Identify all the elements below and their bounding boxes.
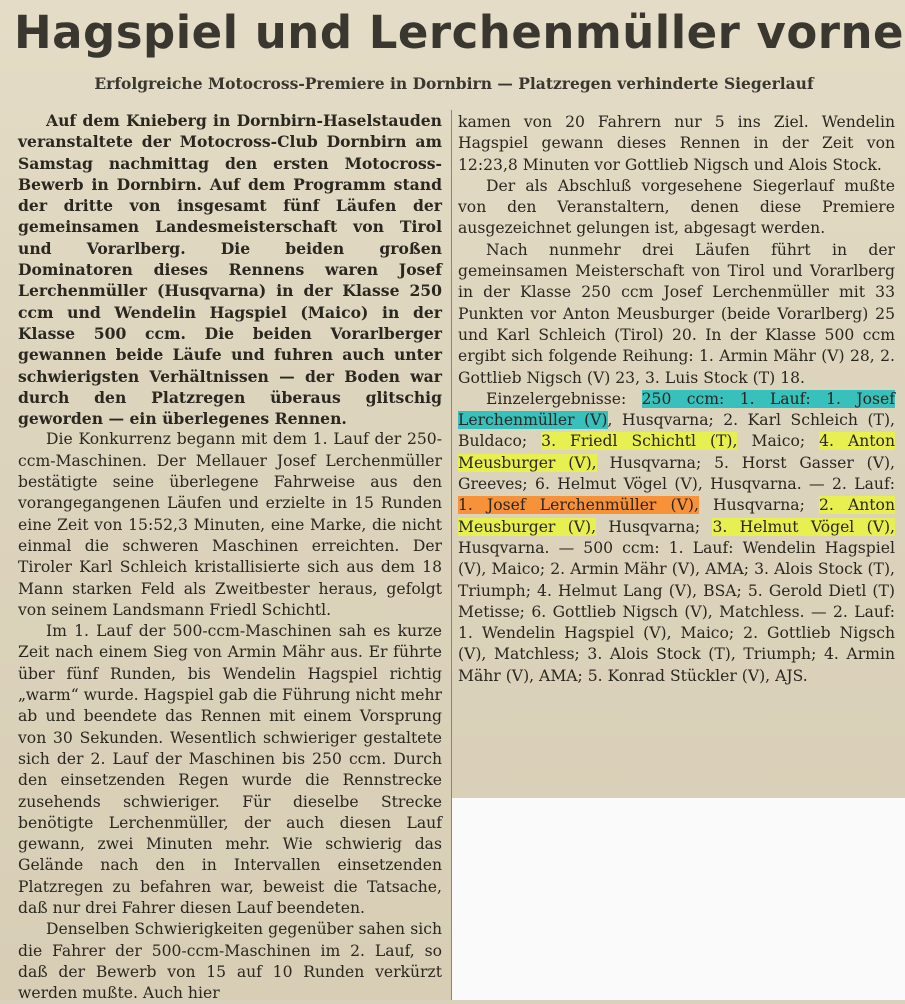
highlighted-result: 3. Friedl Schichtl (T), [541,432,738,451]
result-text: Husqvarna; [698,496,819,515]
result-text: Husqvarna; 5. Horst Gasser (V), Greeves; 6. Helmut Vögel (V), Husqvarna. — 2. Lauf: [458,453,895,494]
result-text: Husqvarna; [596,517,713,536]
results-paragraph [458,389,895,687]
result-text: , Husqvarna; 2. Karl Schleich (T), Buldaco; [458,411,895,451]
right-column [458,112,895,687]
highlighted-result: 3. Helmut Vögel (V), [712,517,895,536]
highlighted-result: 1. Josef Lerchenmüller (V), [458,496,699,515]
body-paragraph: Im 1. Lauf der 500-ccm-Maschinen sah es kurze Zeit nach einem Sieg von Armin Mähr aus. Er führte über fünf Runden, bis Wendelin Hagspiel richtig „warm“ wurde. Hagspiel gab die Führung nicht mehr ab und beendete das Rennen mit einem Vorsprung von 30 Sekunden. Wesentlich schwieriger gestaltete sich der 2. Lauf der Maschinen bis 250 ccm. Durch den einsetzenden Regen wurde die Rennstrecke zusehends schwieriger. Für dieselbe Strecke benötigte Lerchenmüller, der auch diesen Lauf gewann, zwei Minuten mehr. Wie schwierig das Gelände nach den in Intervallen einsetzenden Platzregen zu befahren war, beweist die Tatsache, daß nur drei Fahrer diesen Lauf beendeten. [18,622,442,917]
headline: Hagspiel und Lerchenmüller vorne [14,6,905,59]
results-label: Einzelergebnisse: [486,389,627,408]
body-paragraph: Denselben Schwierigkeiten gegenüber sahen sich die Fahrer der 500-ccm-Maschinen im 2. Lauf, so daß der Bewerb von 15 auf 10 Runden verkürzt werden mußte. Auch hier [18,920,442,1003]
lead-paragraph: Auf dem Knieberg in Dornbirn-Haselstauden veranstaltete der Motocross-Club Dornbirn am Samstag nachmittag den ersten Motocross-Bewerb in Dornbirn. Auf dem Programm stand der dritte von insgesamt fünf Läufen der gemeinsamen Landesmeisterschaft von Tirol und Vorarlberg. Die beiden großen Dominatoren dieses Rennens waren Josef Lerchenmüller (Husqvarna) in der Klasse 250 ccm und Wendelin Hagspiel (Maico) in der Klasse 500 ccm. Die beiden Vorarlberger gewannen beide Läufe und fuhren auch unter schwierigsten Verhältnissen — der Boden war durch den Platzregen überaus glitschig geworden — ein überlegenes Rennen. [18,111,442,429]
highlighted-result: 250 ccm: 1. Lauf: 1. Josef Lerchenmüller (V) [458,389,895,430]
body-paragraph: Die Konkurrenz begann mit dem 1. Lauf der 250-ccm-Maschinen. Der Mellauer Josef Lerchenmüller bestätigte seine überlegene Fahrweise aus den vorangegangenen Läufen und erzielte in 15 Runden eine Zeit von 15:52,3 Minuten, eine Marke, die nicht einmal die schweren Maschinen erreichten. Der Tiroler Karl Schleich kristallisierte sich aus dem 18 Mann starken Feld als Zweitbester heraus, gefolgt von seinem Landsmann Friedl Schichtl. [18,430,442,619]
body-paragraph: kamen von 20 Fahrern nur 5 ins Ziel. Wendelin Hagspiel gewann dieses Rennen in der Zeit von 12:23,8 Minuten vor Gottlieb Nigsch und Alois Stock. [458,113,895,174]
highlighted-result: 4. Anton Meusburger (V), [458,432,895,472]
result-text: Husqvarna. — 500 ccm: 1. Lauf: Wendelin Hagspiel (V), Maico; 2. Armin Mähr (V), AMA; 3. Alois Stock (T), Triumph; 4. Helmut Lang (V), BSA; 5. Gerold Dietl (T) Metisse; 6. Gottlieb Nigsch (V), Matchless. — 2. Lauf: 1. Wendelin Hagspiel (V), Maico; 2. Gottlieb Nigsch (V), Matchless; 3. Alois Stock (T), Triumph; 4. Armin Mähr (V), AMA; 5. Konrad Stückler (V), AJS. [458,538,895,685]
highlighted-result: 2. Anton Meusburger (V), [458,496,895,536]
left-column [18,110,442,1004]
body-paragraph: Nach nunmehr drei Läufen führt in der gemeinsamen Meisterschaft von Tirol und Vorarlberg in der Klasse 250 ccm Josef Lerchenmüller mit 33 Punkten vor Anton Meusburger (beide Vorarlberg) 25 und Karl Schleich (Tirol) 20. In der Klasse 500 ccm ergibt sich folgende Reihung: 1. Armin Mähr (V) 28, 2. Gottlieb Nigsch (V) 23, 3. Luis Stock (T) 18. [458,240,895,387]
body-paragraph: Der als Abschluß vorgesehene Siegerlauf mußte von den Veranstaltern, denen diese Premiere ausgezeichnet gelungen ist, abgesagt werden. [458,176,895,238]
subheadline: Erfolgreiche Motocross-Premiere in Dornbirn — Platzregen verhinderte Siegerlauf [94,74,814,93]
result-text: Maico; [737,432,806,451]
blank-background [452,798,905,1000]
